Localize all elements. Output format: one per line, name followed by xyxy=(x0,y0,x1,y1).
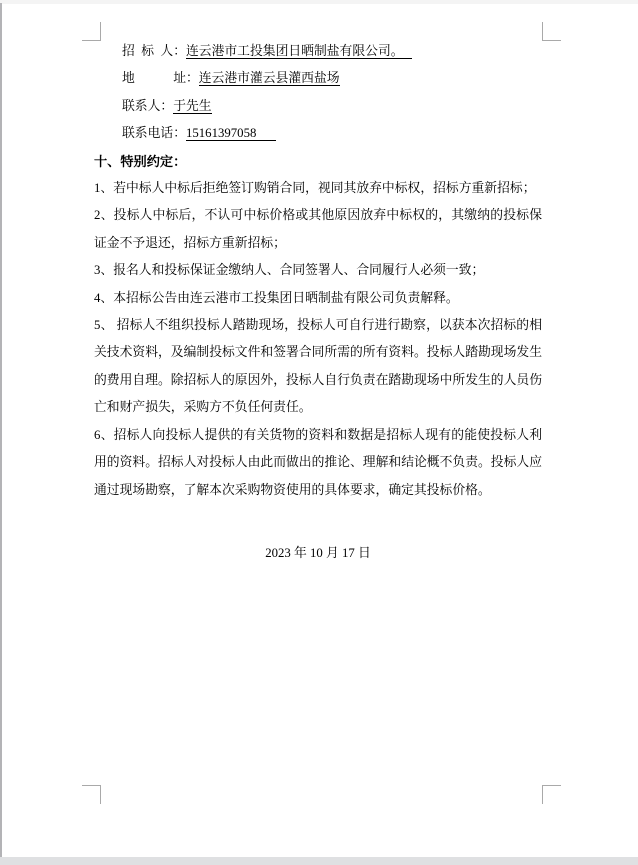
window-left-edge xyxy=(0,3,2,857)
tenderer-row xyxy=(94,38,542,65)
tenderer-value: 连云港市工投集团日晒制盐有限公司。 xyxy=(186,44,412,59)
phone-label: 联系电话： xyxy=(122,126,186,141)
clause-paragraph-6: 6、招标人向投标人提供的有关货物的资料和数据是招标人现有的能使投标人利用的资料。招标人对投标人由此而做出的推论、理解和结论概不负责。投标人应通过现场勘察，了解本次采购物资使用的具体要求，确定其投标价格。 xyxy=(94,427,542,497)
clause-paragraph-3: 3、报名人和投标保证金缴纳人、合同签署人、合同履行人必须一致； xyxy=(94,263,485,278)
clause-paragraph-1: 1、若中标人中标后拒绝签订购销合同，视同其放弃中标权，招标方重新招标； xyxy=(94,181,536,196)
section-heading: 十、特别约定： xyxy=(94,153,187,169)
address-row xyxy=(94,65,542,92)
document-date: 2023 年 10 月 17 日 xyxy=(265,545,371,560)
window-background-below-page xyxy=(0,857,638,865)
margin-crop-mark-bottom-right xyxy=(542,785,561,804)
contact-person-label: 联系人： xyxy=(122,98,174,113)
phone-value: 15161397058 xyxy=(186,126,276,141)
contact-person-row xyxy=(94,93,542,120)
contact-person-value: 于先生 xyxy=(173,98,212,113)
phone-row xyxy=(94,120,542,147)
address-value: 连云港市灌云县灌西盐场 xyxy=(198,71,340,86)
document-body xyxy=(94,38,542,567)
clause-paragraph-2: 2、投标人中标后，不认可中标价格或其他原因放弃中标权的，其缴纳的投标保证金不予退还，招标方重新招标； xyxy=(94,208,542,250)
window-top-edge xyxy=(0,0,638,4)
address-label: 地 址： xyxy=(122,71,199,86)
margin-crop-mark-bottom-left xyxy=(82,785,101,804)
clause-paragraph-4: 4、本招标公告由连云港市工投集团日晒制盐有限公司负责解释。 xyxy=(94,290,459,305)
margin-crop-mark-top-right xyxy=(542,22,561,41)
tenderer-label: 招 标 人： xyxy=(122,44,186,58)
clause-paragraph-5: 5、 招标人不组织投标人踏勘现场，投标人可自行进行勘察，以获本次招标的相关技术资料，及编制投标文件和签署合同所需的所有资料。投标人踏勘现场发生的费用自理。除招标人的原因外，投标人自行负责在踏勘现场中所发生的人员伤亡和财产损失，采购方不负任何责任。 xyxy=(94,318,542,415)
